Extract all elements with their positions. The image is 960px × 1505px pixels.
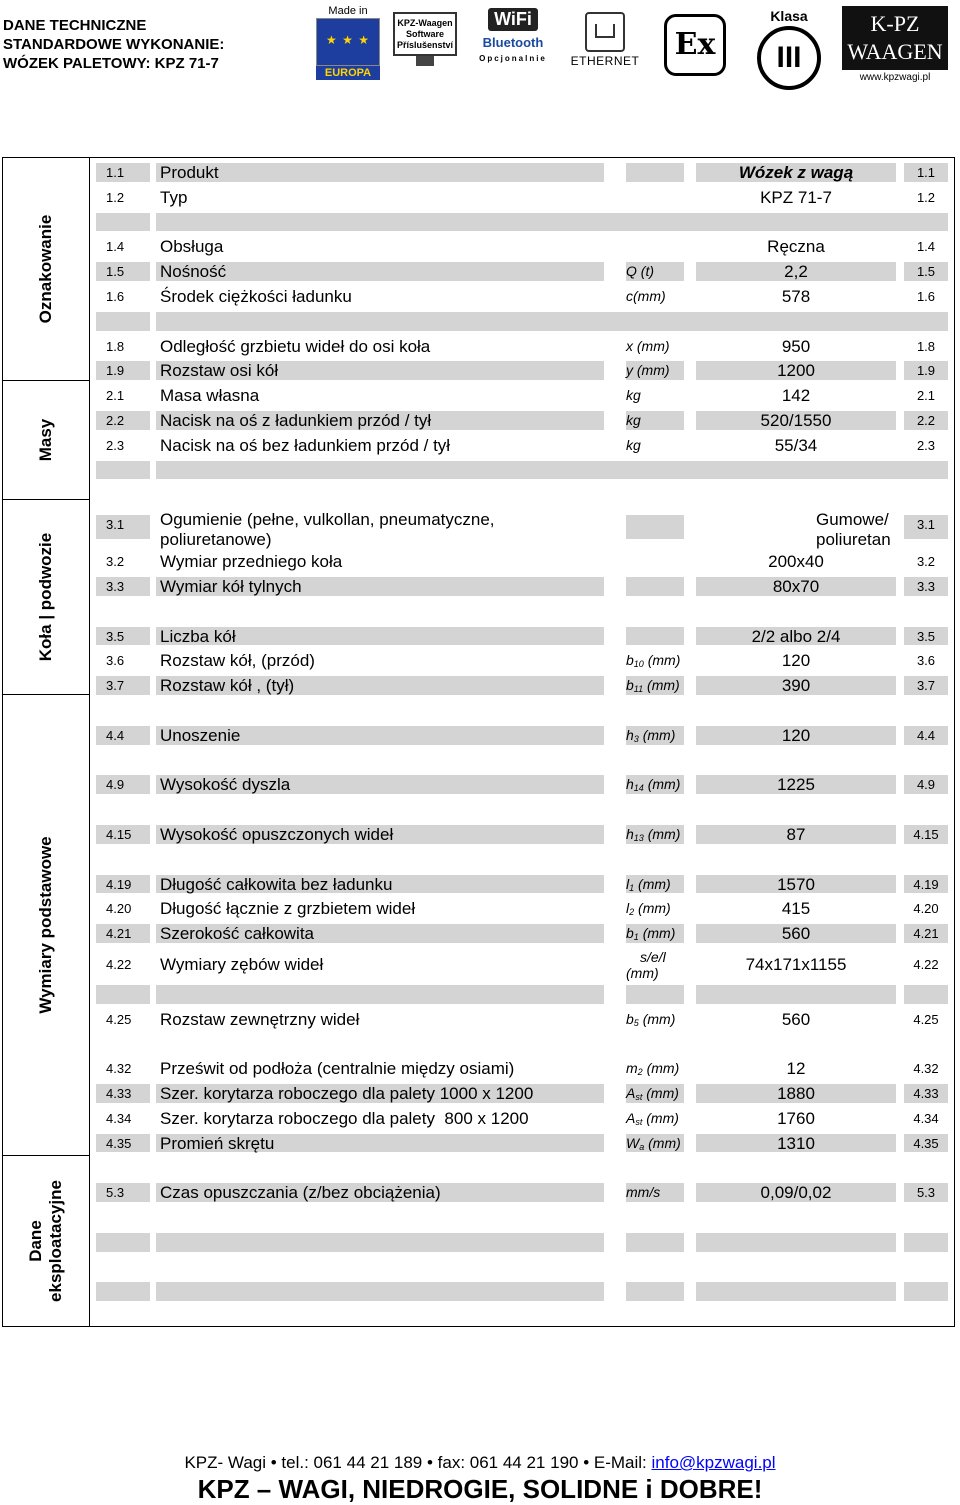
spec-row-empty xyxy=(90,210,954,235)
spec-row: 3.3 Wymiar kół tylnych 80x70 3.3 xyxy=(90,574,954,599)
spec-row: 4.25 Rozstaw zewnętrzny wideł $b_5$ (mm) 560 4.25 xyxy=(106,1009,939,1029)
spec-row: 3.7 Rozstaw kół , (tył) $b_{11}$ (mm) 390 3.7 xyxy=(90,673,954,698)
spec-row-empty xyxy=(90,599,954,624)
spec-row: 4.20 Długość łącznie z grzbietem wideł $l_2$ (mm) 415 4.20 xyxy=(106,899,939,919)
wifi-bluetooth-logo: WiFi Bluetooth Opcjonalnie xyxy=(470,8,556,63)
ex-atex-logo xyxy=(664,14,728,78)
class-iii-icon: III xyxy=(757,26,821,90)
spec-row: 5.3 Czas opuszczania (z/bez obciążenia) mm/s 0,09/0,02 5.3 xyxy=(90,1180,954,1205)
spec-row: 3.1 Ogumienie (pełne, vulkollan, pneumatyczne, poliuretanowe) Gumowe/ poliuretan 3.1 xyxy=(90,507,954,549)
spec-row: 2.1 Masa własna kg 142 2.1 xyxy=(106,386,936,406)
spec-table xyxy=(2,157,955,1327)
spec-row: 4.15 Wysokość opuszczonych wideł $h_{13}$ (mm) 87 4.15 xyxy=(90,822,954,847)
spec-row-empty xyxy=(90,847,954,872)
spec-row: 4.32 Prześwit od podłoża (centralnie między osiami) $m_2$ (mm) 12 4.32 xyxy=(106,1059,939,1079)
spec-row-empty xyxy=(90,1230,954,1255)
spec-row: 4.21 Szerokość całkowita $b_1$ (mm) 560 4.21 xyxy=(90,921,954,946)
ethernet-port-icon xyxy=(585,12,625,52)
spec-row: 1.5 Nośność Q (t) 2,2 1.5 xyxy=(90,259,954,284)
document-title xyxy=(3,16,224,73)
spec-row: 1.4 Obsługa Ręczna 1.4 xyxy=(106,237,936,257)
spec-row-empty xyxy=(90,1155,954,1180)
spec-row: 4.35 Promień skrętu $W_a$ (mm) 1310 4.35 xyxy=(90,1131,954,1156)
class-iii-logo: Klasa III xyxy=(752,8,826,90)
spec-row: 2.2 Nacisk na oś z ładunkiem przód / tył kg 520/1550 2.2 xyxy=(90,408,954,433)
spec-row-empty xyxy=(90,1032,954,1057)
spec-row-empty xyxy=(90,698,954,723)
spec-row-empty xyxy=(90,458,954,483)
email-link[interactable]: info@kpzwagi.pl xyxy=(651,1453,776,1472)
spec-row-empty xyxy=(90,482,954,507)
title-line-3: WÓZEK PALETOWY: KPZ 71-7 xyxy=(3,55,219,72)
spec-row-empty xyxy=(90,982,954,1007)
spec-row: 1.1 Produkt Wózek z wagą 1.1 xyxy=(90,160,954,185)
spec-row-empty xyxy=(90,1255,954,1280)
section-kola-podwozie: Koła | podwozie xyxy=(3,500,90,695)
spec-row-empty xyxy=(90,1279,954,1304)
made-in-europa-logo: Made in ★ ★ ★ EUROPA xyxy=(316,4,380,78)
spec-row: 1.2 Typ KPZ 71-7 1.2 xyxy=(106,187,936,207)
spec-row: 3.5 Liczba kół 2/2 albo 2/4 3.5 xyxy=(90,624,954,649)
spec-row: 3.6 Rozstaw kół, (przód) $b_{10}$ (mm) 120 3.6 xyxy=(106,651,936,671)
spec-row: 4.9 Wysokość dyszla $h_{14}$ (mm) 1225 4.9 xyxy=(90,772,954,797)
eu-flag-icon: ★ ★ ★ xyxy=(316,18,380,66)
spec-row: 1.6 Środek ciężkości ładunku c(mm) 578 1.6 xyxy=(106,286,936,306)
footer-slogan: KPZ – WAGI, NIEDROGIE, SOLIDNE i DOBRE! xyxy=(197,1474,763,1504)
spec-row-empty xyxy=(90,309,954,334)
spec-row-empty xyxy=(90,748,954,773)
spec-row: 4.19 Długość całkowita bez ładunku $l_1$ (mm) 1570 4.19 xyxy=(90,872,954,897)
section-oznakowanie: Oznakowanie xyxy=(3,158,90,381)
ethernet-logo: ETHERNET xyxy=(570,12,640,68)
title-line-1: DANE TECHNICZNE xyxy=(3,17,147,34)
section-wymiary-podstawowe: Wymiary podstawowe xyxy=(3,695,90,1156)
spec-row: 2.3 Nacisk na oś bez ładunkiem przód / tył kg 55/34 2.3 xyxy=(106,435,936,455)
spec-row: 4.34 Szer. korytarza roboczego dla palety 800 x 1200 $A_{st}$ (mm) 1760 4.34 xyxy=(106,1108,939,1128)
spec-row: 4.4 Unoszenie $h_3$ (mm) 120 4.4 xyxy=(90,723,954,748)
spec-row-empty xyxy=(90,1205,954,1230)
software-monitor-logo xyxy=(393,12,457,66)
footer-contact: KPZ- Wagi • tel.: 061 44 21 189 • fax: 061 44 21 190 • E-Mail: info@kpzwagi.pl xyxy=(184,1453,776,1472)
spec-row-empty xyxy=(90,797,954,822)
kpz-waagen-logo: K-PZ WAAGEN www.kpzwagi.pl xyxy=(842,6,948,83)
monitor-icon: KPZ-Waagen Software Příslušenství xyxy=(393,12,457,56)
title-line-2: STANDARDOWE WYKONANIE: xyxy=(3,36,225,53)
section-dane-eksploatacyjne: Dane eksploatacyjne xyxy=(3,1156,90,1327)
spec-row: 4.22 Wymiary zębów wideł s/e/l (mm) 74x171x1155 4.22 xyxy=(106,948,939,981)
bluetooth-icon: Bluetooth xyxy=(482,35,544,50)
spec-rows xyxy=(90,158,955,1327)
spec-row: 1.8 Odległość grzbietu wideł do osi koła x (mm) 950 1.8 xyxy=(106,336,936,356)
spec-row: 4.33 Szer. korytarza roboczego dla palety 1000 x 1200 $A_{st}$ (mm) 1880 4.33 xyxy=(90,1081,954,1106)
section-masy: Masy xyxy=(3,381,90,500)
ex-icon: Ex xyxy=(664,14,726,76)
wifi-icon: WiFi xyxy=(488,8,538,31)
spec-row: 1.9 Rozstaw osi kół y (mm) 1200 1.9 xyxy=(90,358,954,383)
spec-row: 3.2 Wymiar przedniego koła 200x40 3.2 xyxy=(106,552,936,572)
spec-row-empty xyxy=(90,1304,954,1322)
